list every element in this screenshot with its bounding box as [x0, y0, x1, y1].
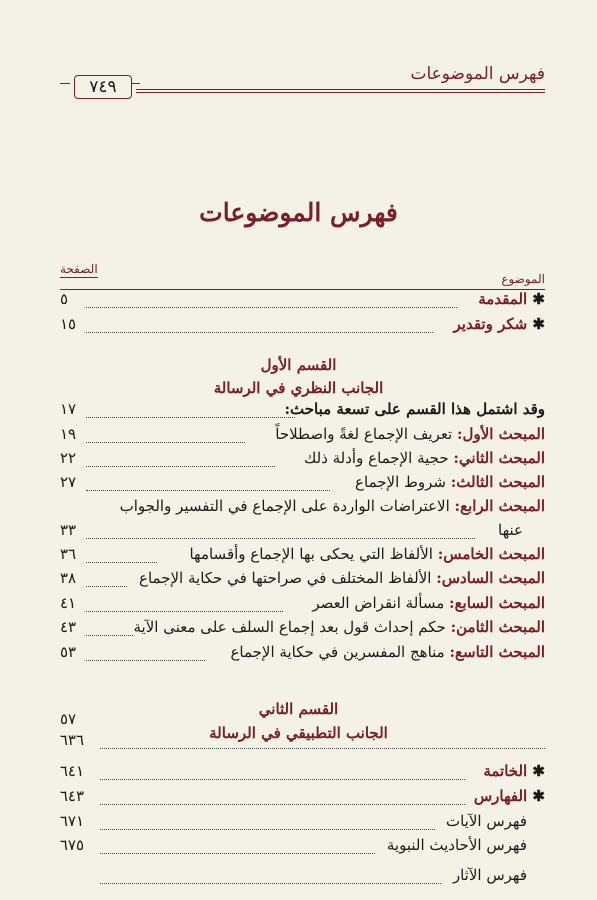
entry-text: شروط الإجماع — [355, 473, 446, 491]
toc-entry-athar-index[interactable] — [60, 864, 545, 888]
page-number: ٣٣ — [60, 521, 77, 539]
toc-entry-chapter-3[interactable] — [60, 471, 545, 495]
entry-label: المبحث الثامن: — [450, 618, 545, 636]
toc-entry-chapter-2[interactable] — [60, 447, 545, 471]
entry-text: الألفاظ التي يحكى بها الإجماع وأقسامها — [189, 545, 433, 563]
page-column-header: الصفحة — [60, 262, 98, 276]
toc-entry-chapter-6[interactable] — [60, 567, 545, 591]
page-number: ٦٤١ — [59, 762, 84, 780]
entry-text: الألفاظ المختلف في صراحتها في حكاية الإجماع — [139, 569, 432, 587]
leader-dots — [100, 853, 375, 854]
part-one-subheading: الجانب النظري في الرسالة — [213, 379, 384, 397]
leader-dots — [100, 748, 545, 749]
entry-label: المبحث السابع: — [449, 594, 545, 612]
page-number: ١٩ — [60, 425, 77, 443]
bullet-star-icon: ✱ — [527, 315, 545, 333]
page-number: ٣٦ — [60, 545, 77, 563]
page-number: ٣٨ — [60, 569, 77, 587]
page-number: ٢٢ — [60, 449, 77, 467]
page-number: ٥٣ — [60, 643, 77, 661]
entry-text: حكم إحداث قول بعد إجماع السلف على معنى الآية — [133, 618, 446, 636]
toc-entry-acknowledgment[interactable] — [60, 313, 545, 337]
page-number: ٦٧٥ — [59, 836, 84, 854]
topic-column-header: الموضوع — [501, 272, 545, 286]
entry-text: مسألة انقراض العصر — [312, 594, 445, 612]
entry-text: وقد اشتمل هذا القسم على تسعة مباحث: — [284, 400, 545, 418]
leader-dots — [86, 635, 133, 636]
entry-label: المبحث السادس: — [436, 569, 545, 587]
entry-label: المبحث الرابع: — [454, 497, 545, 515]
part-one-heading: القسم الأول — [260, 356, 337, 374]
bullet-star-icon: ✱ — [527, 290, 545, 308]
entry-text: حجية الإجماع وأدلة ذلك — [303, 449, 449, 467]
toc-entry-chapter-1[interactable] — [60, 423, 545, 447]
page-number: ٦٣٦ — [59, 731, 84, 749]
entry-label: الخاتمة — [483, 762, 528, 780]
leader-dots — [86, 307, 457, 308]
toc-entry-part-one-intro[interactable] — [60, 398, 545, 422]
leader-dots — [86, 466, 275, 467]
page-number: ١٧ — [60, 400, 77, 418]
entry-label: المبحث الثالث: — [450, 473, 545, 491]
leader-dots — [86, 538, 475, 539]
leader-dots — [86, 490, 330, 491]
running-title: فهرس الموضوعات — [410, 64, 545, 84]
entry-label: شكر وتقدير — [453, 315, 528, 333]
entry-text: مناهج المفسرين في حكاية الإجماع — [230, 643, 445, 661]
leader-dots — [100, 883, 441, 884]
entry-text: الاعتراضات الواردة على الإجماع في التفسير والجواب — [119, 497, 450, 515]
leader-dots — [100, 829, 435, 830]
running-header — [60, 62, 545, 102]
toc-entry-verses-index[interactable] — [60, 810, 545, 834]
toc-entry-indexes[interactable] — [60, 785, 545, 809]
page-number: ٥ — [60, 290, 69, 308]
page-number: ٥٧ — [60, 710, 77, 728]
page-number: ٤١ — [60, 594, 77, 612]
toc-entry-chapter-4-cont[interactable] — [60, 519, 545, 543]
entry-text: عنها — [498, 521, 523, 539]
toc-entry-conclusion[interactable] — [60, 760, 545, 784]
page-number: ٤٣ — [60, 618, 77, 636]
leader-dots — [100, 779, 465, 780]
leader-dots — [86, 562, 157, 563]
leader-dots — [86, 417, 295, 418]
bullet-star-icon: ✱ — [527, 787, 545, 805]
badge-cap-left — [60, 83, 70, 84]
toc-entry-hadith-index[interactable] — [60, 834, 545, 858]
toc-entry-chapter-9[interactable] — [60, 641, 545, 665]
entry-text: تعريف الإجماع لغةً واصطلاحاً — [275, 425, 453, 443]
page-number: ٦٧١ — [59, 812, 84, 830]
part-two-subheading: الجانب التطبيقي في الرسالة — [209, 724, 388, 742]
entry-label: المبحث الأول: — [457, 425, 545, 443]
toc-entry-chapter-4[interactable] — [60, 495, 545, 519]
page-title: فهرس الموضوعات — [199, 198, 398, 227]
toc-entry-chapter-7[interactable] — [60, 592, 545, 616]
page-number: ٢٧ — [60, 473, 77, 491]
toc-entry-chapter-8[interactable] — [60, 616, 545, 640]
toc-entry-chapter-5[interactable] — [60, 543, 545, 567]
entry-label: المقدمة — [478, 290, 528, 308]
leader-dots — [86, 442, 245, 443]
page-number-badge: ٧٤٩ — [74, 75, 132, 99]
header-rule-inner — [136, 92, 545, 93]
leader-dots — [86, 660, 205, 661]
entry-label: الفهارس — [473, 787, 528, 805]
leader-dots — [86, 332, 433, 333]
leader-dots — [86, 611, 283, 612]
header-rule — [136, 89, 545, 90]
entry-label: المبحث الخامس: — [437, 545, 545, 563]
bullet-star-icon: ✱ — [527, 762, 545, 780]
part-two-heading: القسم الثاني — [258, 700, 339, 718]
entry-label: المبحث التاسع: — [449, 643, 545, 661]
leader-dots — [100, 804, 465, 805]
page-number: ٦٤٣ — [59, 787, 84, 805]
entry-text: فهرس الأحاديث النبوية — [386, 836, 527, 854]
entry-text: فهرس الآيات — [445, 812, 527, 830]
entry-text: فهرس الآثار — [452, 866, 527, 884]
leader-dots — [86, 586, 127, 587]
entry-label: المبحث الثاني: — [453, 449, 545, 467]
toc-entry-introduction[interactable] — [60, 288, 545, 312]
page-number: ١٥ — [60, 315, 77, 333]
